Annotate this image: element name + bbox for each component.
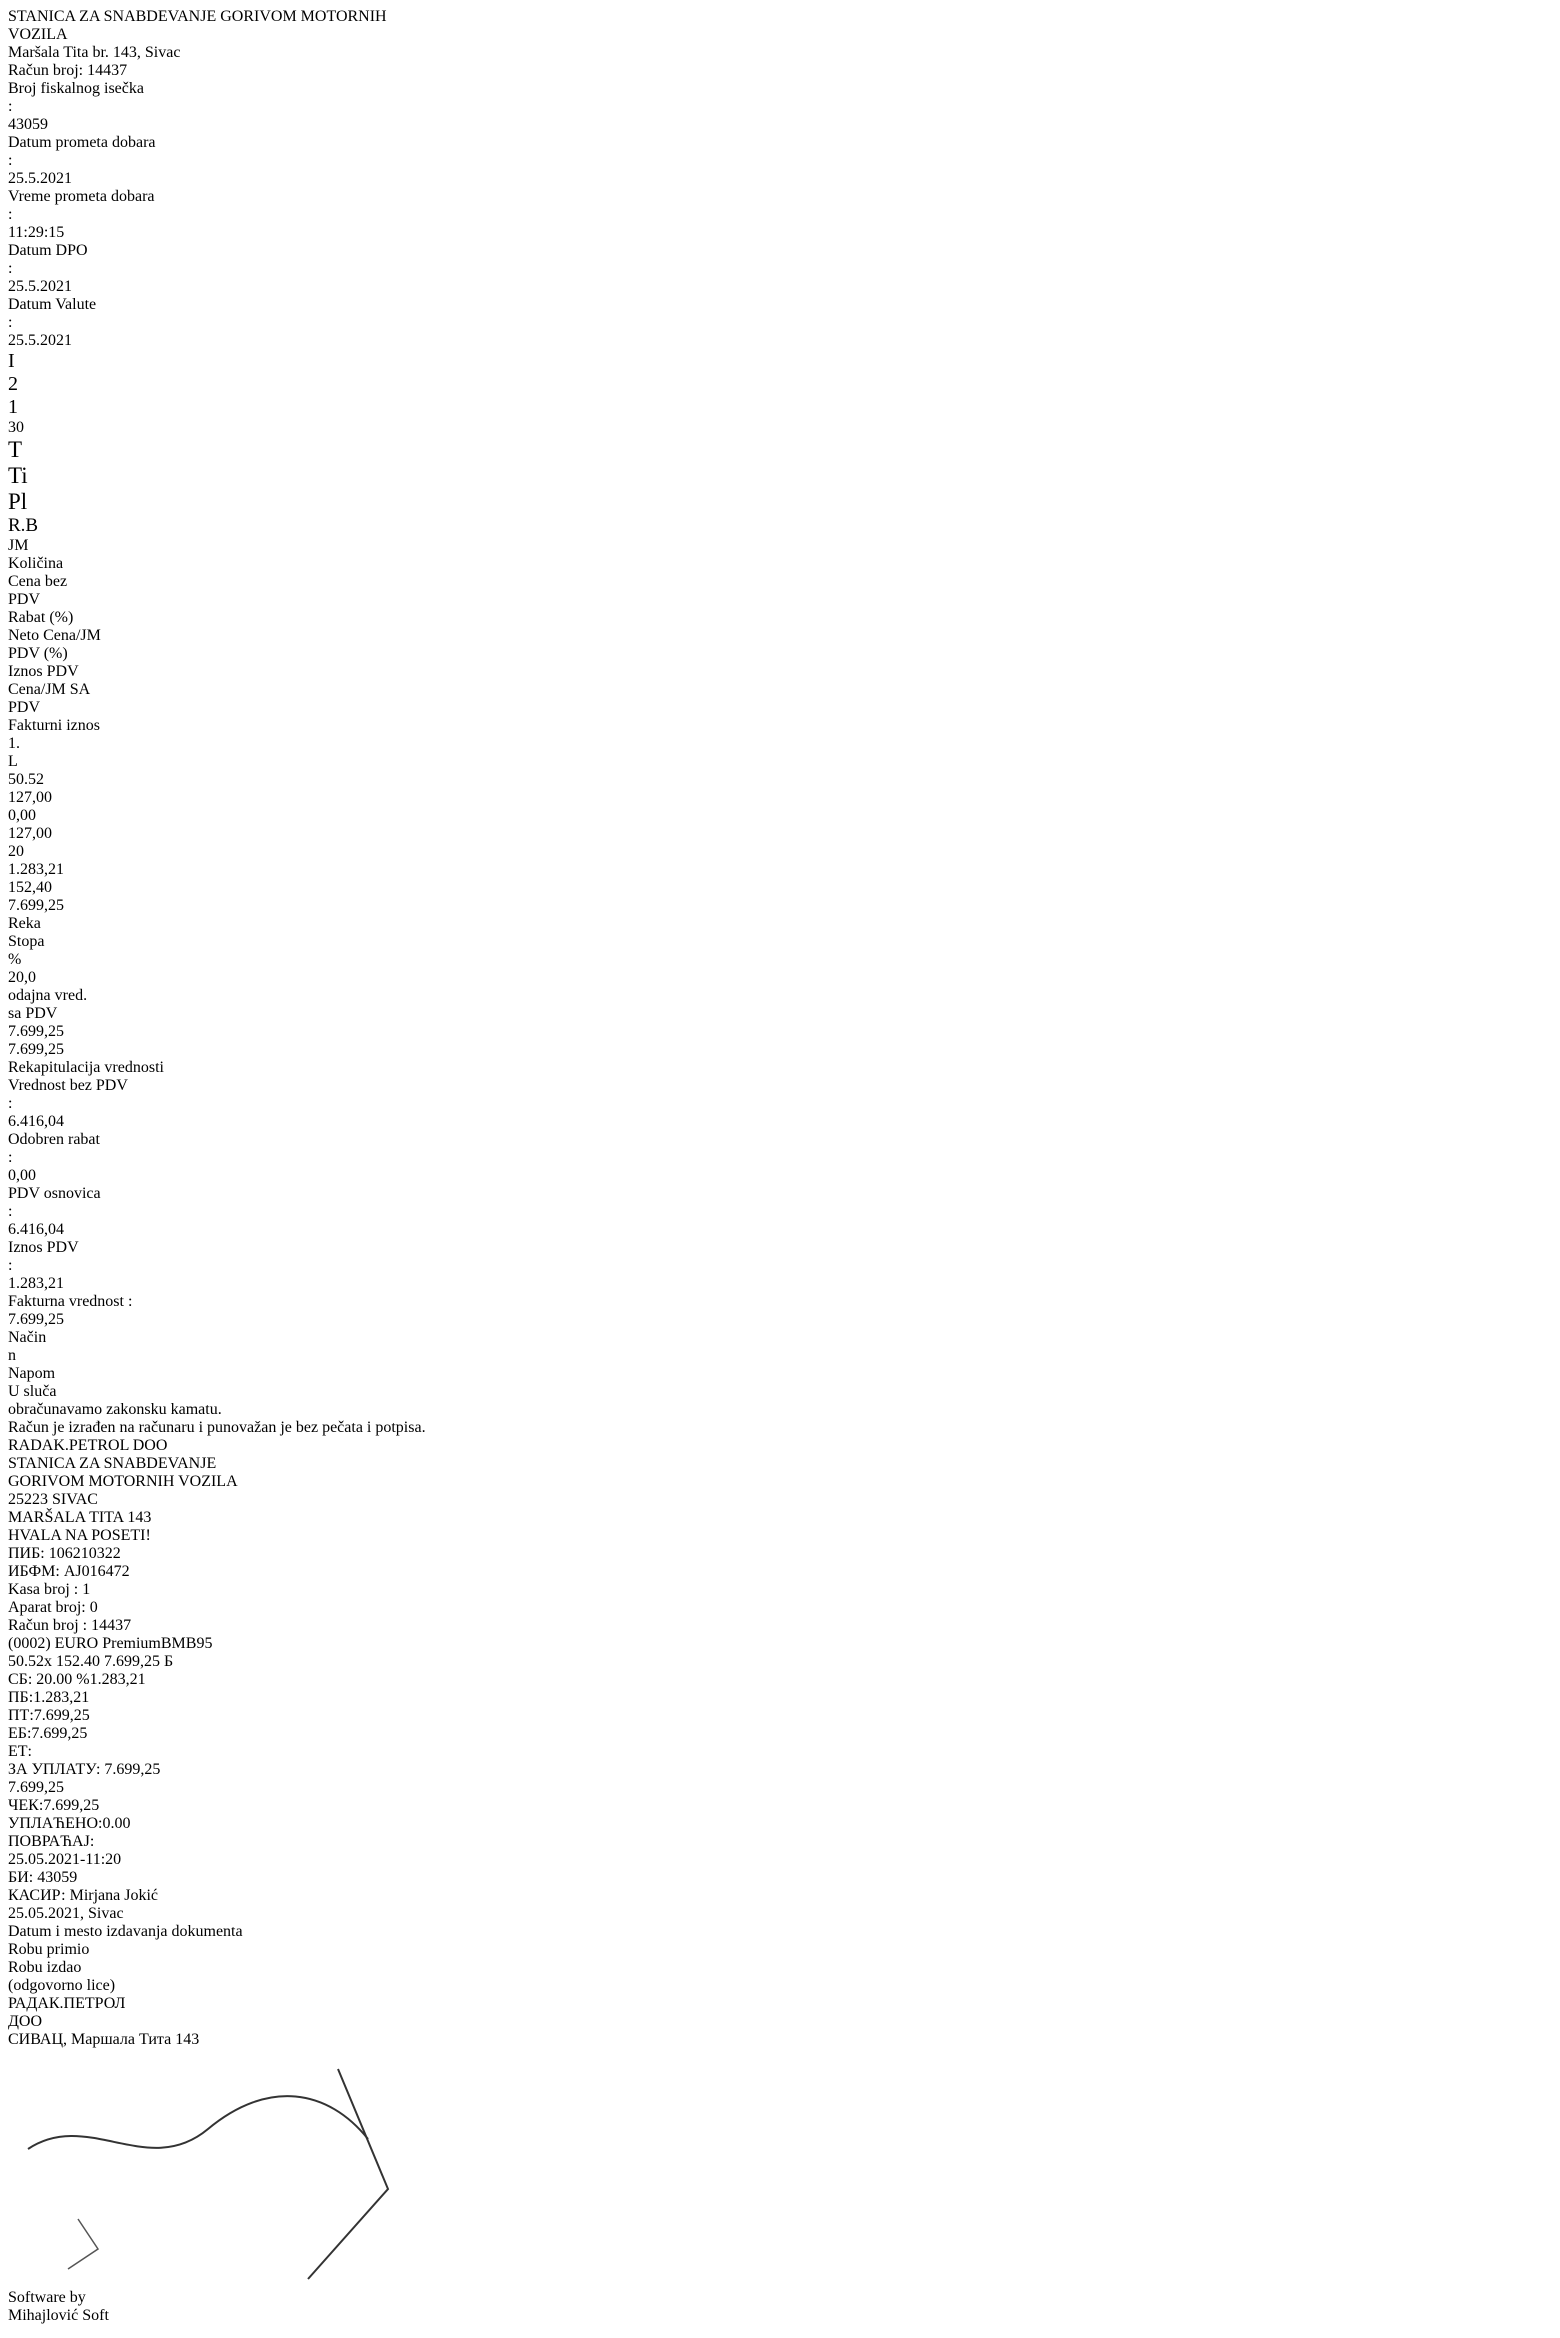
fragment-pct: % [8,951,22,968]
fragment-nacin: Način [8,1329,47,1346]
recap-value-rabat: 0,00 [8,1167,36,1184]
fragment-napom: Napom [8,1365,56,1382]
recap-label-rabat: Odobren rabat [8,1131,100,1148]
info-value-fiscal: 43059 [8,116,48,133]
receipt-kasa: Kasa broj : 1 [8,1581,91,1598]
table-cell-rabat: 0,00 [8,807,36,824]
receipt-ibfm: ИБФМ: AJ016472 [8,1563,130,1580]
recap-value-bez-pdv: 6.416,04 [8,1113,64,1130]
receipt-line3: 25223 SIVAC [8,1491,98,1508]
info-label-fiscal: Broj fiskalnog isečka [8,80,144,97]
receipt-tax-value-pb: 1.283,21 [33,1689,90,1706]
info-label-date: Datum prometa dobara [8,134,156,151]
recap-left-val2: 7.699,25 [8,1041,64,1058]
footer-issued: Robu izdao [8,1959,82,1976]
software-name: Mihajlović Soft [8,2307,109,2324]
fragment-u-sluc: U sluča [8,1383,57,1400]
invoice-title [8,62,1552,80]
receipt-pay-label-cek: ЧЕК: [8,1797,44,1814]
fragment-pl: Pl [8,489,28,514]
table-header-jm: JM [8,537,29,554]
info-value-dpo: 25.5.2021 [8,278,72,295]
receipt-tax-value-eb: 7.699,25 [31,1725,88,1742]
receipt-total-label: ЗА УПЛАТУ: [8,1761,101,1778]
stamp-line2: ДОО [8,2013,43,2030]
company-stamp [8,1995,1552,2049]
recap-left-col1: odajna vred. [8,987,88,1004]
fragment-reka: Reka [8,915,41,932]
table-cell-fakturni: 7.699,25 [8,897,64,914]
receipt-line4: MARŠALA TITA 143 [8,1509,152,1526]
table-cell-kolicina: 50.52 [8,771,44,788]
table-header-neto: Neto Cena/JM [8,627,101,644]
note-racun-start: Račun [8,1419,49,1436]
recap-label-osnovica: PDV osnovica [8,1185,101,1202]
table-cell-pdv: 20 [8,843,24,860]
receipt-pay-label-uplaceno: УПЛАЋЕНО: [8,1815,103,1832]
receipt-tax-label-pb: ПБ: [8,1689,34,1706]
info-value-valute: 25.5.2021 [8,332,72,349]
recap-total-label: Fakturna vrednost : [8,1293,133,1310]
receipt-pay-value-cek: 7.699,25 [43,1797,100,1814]
invoice-page: STANICA ZA SNABDEVANJE GORIVOM MOTORNIH VOZILA Maršala Tita br. 143, Sivac Račun broj: 14437 Broj fiskalnog isečka : 43059 Datum prometa dobara : 25.5.2021 Vreme prometa dobara : 11:29:15 Datum DPO : 25.5.2021 Datum Valute : 25.5.2021 I 2 1 30 T Ti Pl R.B JM Količina Cena bez PDV Rabat (%) Neto Cena/JM PDV (%) Iznos PDV Cena/JM SA PDV Fakturni iznos 1. L 50.52 127,00 0,00 127,00 20 1.283,21 152,40 7.699,25 Reka Stopa % 20,0 odajna vred. sa PDV 7.699,25 7.699,25 Rekapitulacija vrednosti Vrednost bez PDV : 6.416,04 Odobren rabat : 0,00 PDV osnovica : 6.416,04 Iznos PDV : 1.283,21 Fakturna vrednost : 7.699,25 Način n Napom U sluča obračunavamo zakonsku kamatu. Račun je izrađen na računaru i punovažan je bez pečata i potpisa. RADAK.PETROL DOO STANICA ZA SNABDEVANJE GORIVOM MOTORNIH VOZILA 25223 SIVAC MARŠALA TITA 143 HVALA NA POSETI! ПИБ: 106210322 ИБФМ: AJ016472 Kasa broj : 1 Aparat broj: 0 Račun broj : 14437 (0002) EURO PremiumBMB95 50.52x 152.40 7.699,25 Б СБ: 20.00 %1.283,21 ПБ:1.283,21 ПТ:7.699,25 ЕБ:7.699,25 ЕТ: ЗА УПЛАТУ: 7.699,25 7.699,25 ЧЕК:7.699,25 УПЛАЋЕНО:0.00 ПОВРАЋАЈ: 25.05.2021-11:20 БИ: 43059 КАСИР: Mirjana Jokić 25.05.2021, Sivac Datum i mesto izdavanja dokumenta Robu primio Robu izdao (odgovorno lice) РАДАК.ПЕТРОЛ ДОО СИВАЦ, Маршала Тита 143 Software by Mihajlović Soft [8,8,1552,2325]
recap-label-iznos-pdv: Iznos PDV [8,1239,79,1256]
recap-label-bez-pdv: Vrednost bez PDV [8,1077,128,1094]
receipt-tax-value-sb: 1.283,21 [89,1671,146,1688]
stamp-line1: РАДАК.ПЕТРОЛ [8,1995,126,2012]
table-header-pdv: PDV (%) [8,645,68,662]
receipt-item-total: 7.699,25 Б [104,1653,174,1670]
note-racun [8,1419,1552,1437]
recap-total-value: 7.699,25 [8,1311,64,1328]
table-header-fakturni: Fakturni iznos [8,717,100,734]
table-cell-jm: L [8,753,18,770]
invoice-label: Račun broj: [8,62,84,79]
recap-left-col2: sa PDV [8,1005,58,1022]
table-header-iznos-pdv: Iznos PDV [8,663,79,680]
info-value-date: 25.5.2021 [8,170,72,187]
fiscal-receipt [8,1437,1552,1905]
table-cell-neto: 127,00 [8,825,52,842]
receipt-pay-value-1: 7.699,25 [8,1779,64,1796]
receipt-tax-label-pt: ПТ: [8,1707,34,1724]
recap-value-iznos-pdv: 1.283,21 [8,1275,64,1292]
receipt-line1: STANICA ZA SNABDEVANJE [8,1455,217,1472]
table-cell-iznos-pdv: 1.283,21 [8,861,64,878]
receipt-line2: GORIVOM MOTORNIH VOZILA [8,1473,238,1490]
fragment-stopa: Stopa [8,933,45,950]
signature-scribble-icon [8,2049,448,2289]
info-value-time: 11:29:15 [8,224,65,241]
company-name-line2: VOZILA [8,26,68,43]
receipt-qty: 50.52x 152.40 [8,1653,100,1670]
stamp-line3: СИВАЦ, Маршала Тита 143 [8,2031,200,2048]
receipt-bi: БИ: 43059 [8,1869,78,1886]
fragment-t2: Ti [8,463,28,488]
receipt-tax-label-eb: ЕБ: [8,1725,32,1742]
footer-responsible: (odgovorno lice) [8,1977,116,1994]
footer-received: Robu primio [8,1941,90,1958]
table-header-cena: Cena bez PDV [8,573,68,608]
receipt-item: (0002) EURO PremiumBMB95 [8,1635,213,1652]
footer-date-place: 25.05.2021, Sivac [8,1905,124,1922]
info-label-time: Vreme prometa dobara [8,188,155,205]
software-by: Software by [8,2289,86,2306]
table-header-rabat: Rabat (%) [8,609,74,626]
company-name-line1: STANICA ZA SNABDEVANJE GORIVOM MOTORNIH [8,8,387,25]
info-label-dpo: Datum DPO [8,242,88,259]
receipt-tax-value-pt: 7.699,25 [33,1707,90,1724]
table-cell-cena: 127,00 [8,789,52,806]
recap-left-val1: 7.699,25 [8,1023,64,1040]
receipt-tax-label-sb: СБ: 20.00 % [8,1671,90,1688]
table-header-kolicina: Količina [8,555,64,572]
footer-date-label: Datum i mesto izdavanja dokumenta [8,1923,243,1940]
company-address: Maršala Tita br. 143, Sivac [8,44,181,61]
receipt-thanks: HVALA NA POSETI! [8,1527,151,1544]
receipt-pay-value-uplaceno: 0.00 [102,1815,131,1832]
row-number: 1. [8,735,20,752]
invoice-number: 14437 [87,62,128,79]
receipt-datetime: 25.05.2021-11:20 [8,1851,122,1868]
fragment-t1: T [8,437,23,462]
table-cell-cena-sa-pdv: 152,40 [8,879,52,896]
receipt-company: RADAK.PETROL DOO [8,1437,168,1454]
recap-value-osnovica: 6.416,04 [8,1221,64,1238]
receipt-tax-label-et: ЕТ: [8,1743,32,1760]
receipt-pib: ПИБ: 106210322 [8,1545,121,1562]
info-label-valute: Datum Valute [8,296,97,313]
fragment-30: 30 [8,419,24,436]
recap-title: Rekapitulacija vrednosti [8,1059,164,1076]
fragment-nacin-end: n [8,1347,16,1364]
fragment-rate: 20,0 [8,969,36,986]
table-header-rb: R.B [8,515,39,536]
note-interest: obračunavamo zakonsku kamatu. [8,1401,222,1418]
receipt-aparat: Aparat broj: 0 [8,1599,98,1616]
receipt-total-value: 7.699,25 [104,1761,161,1778]
table-header-cena-sa-pdv: Cena/JM SA PDV [8,681,90,716]
receipt-pay-label-povracaj: ПОВРАЋАЈ: [8,1833,95,1850]
receipt-cashier: КАСИР: Mirjana Jokić [8,1887,159,1904]
note-racun-rest: je izrađen na računaru i punovažan je bez pečata i potpisa. [52,1419,426,1436]
receipt-racun: Račun broj : 14437 [8,1617,132,1634]
